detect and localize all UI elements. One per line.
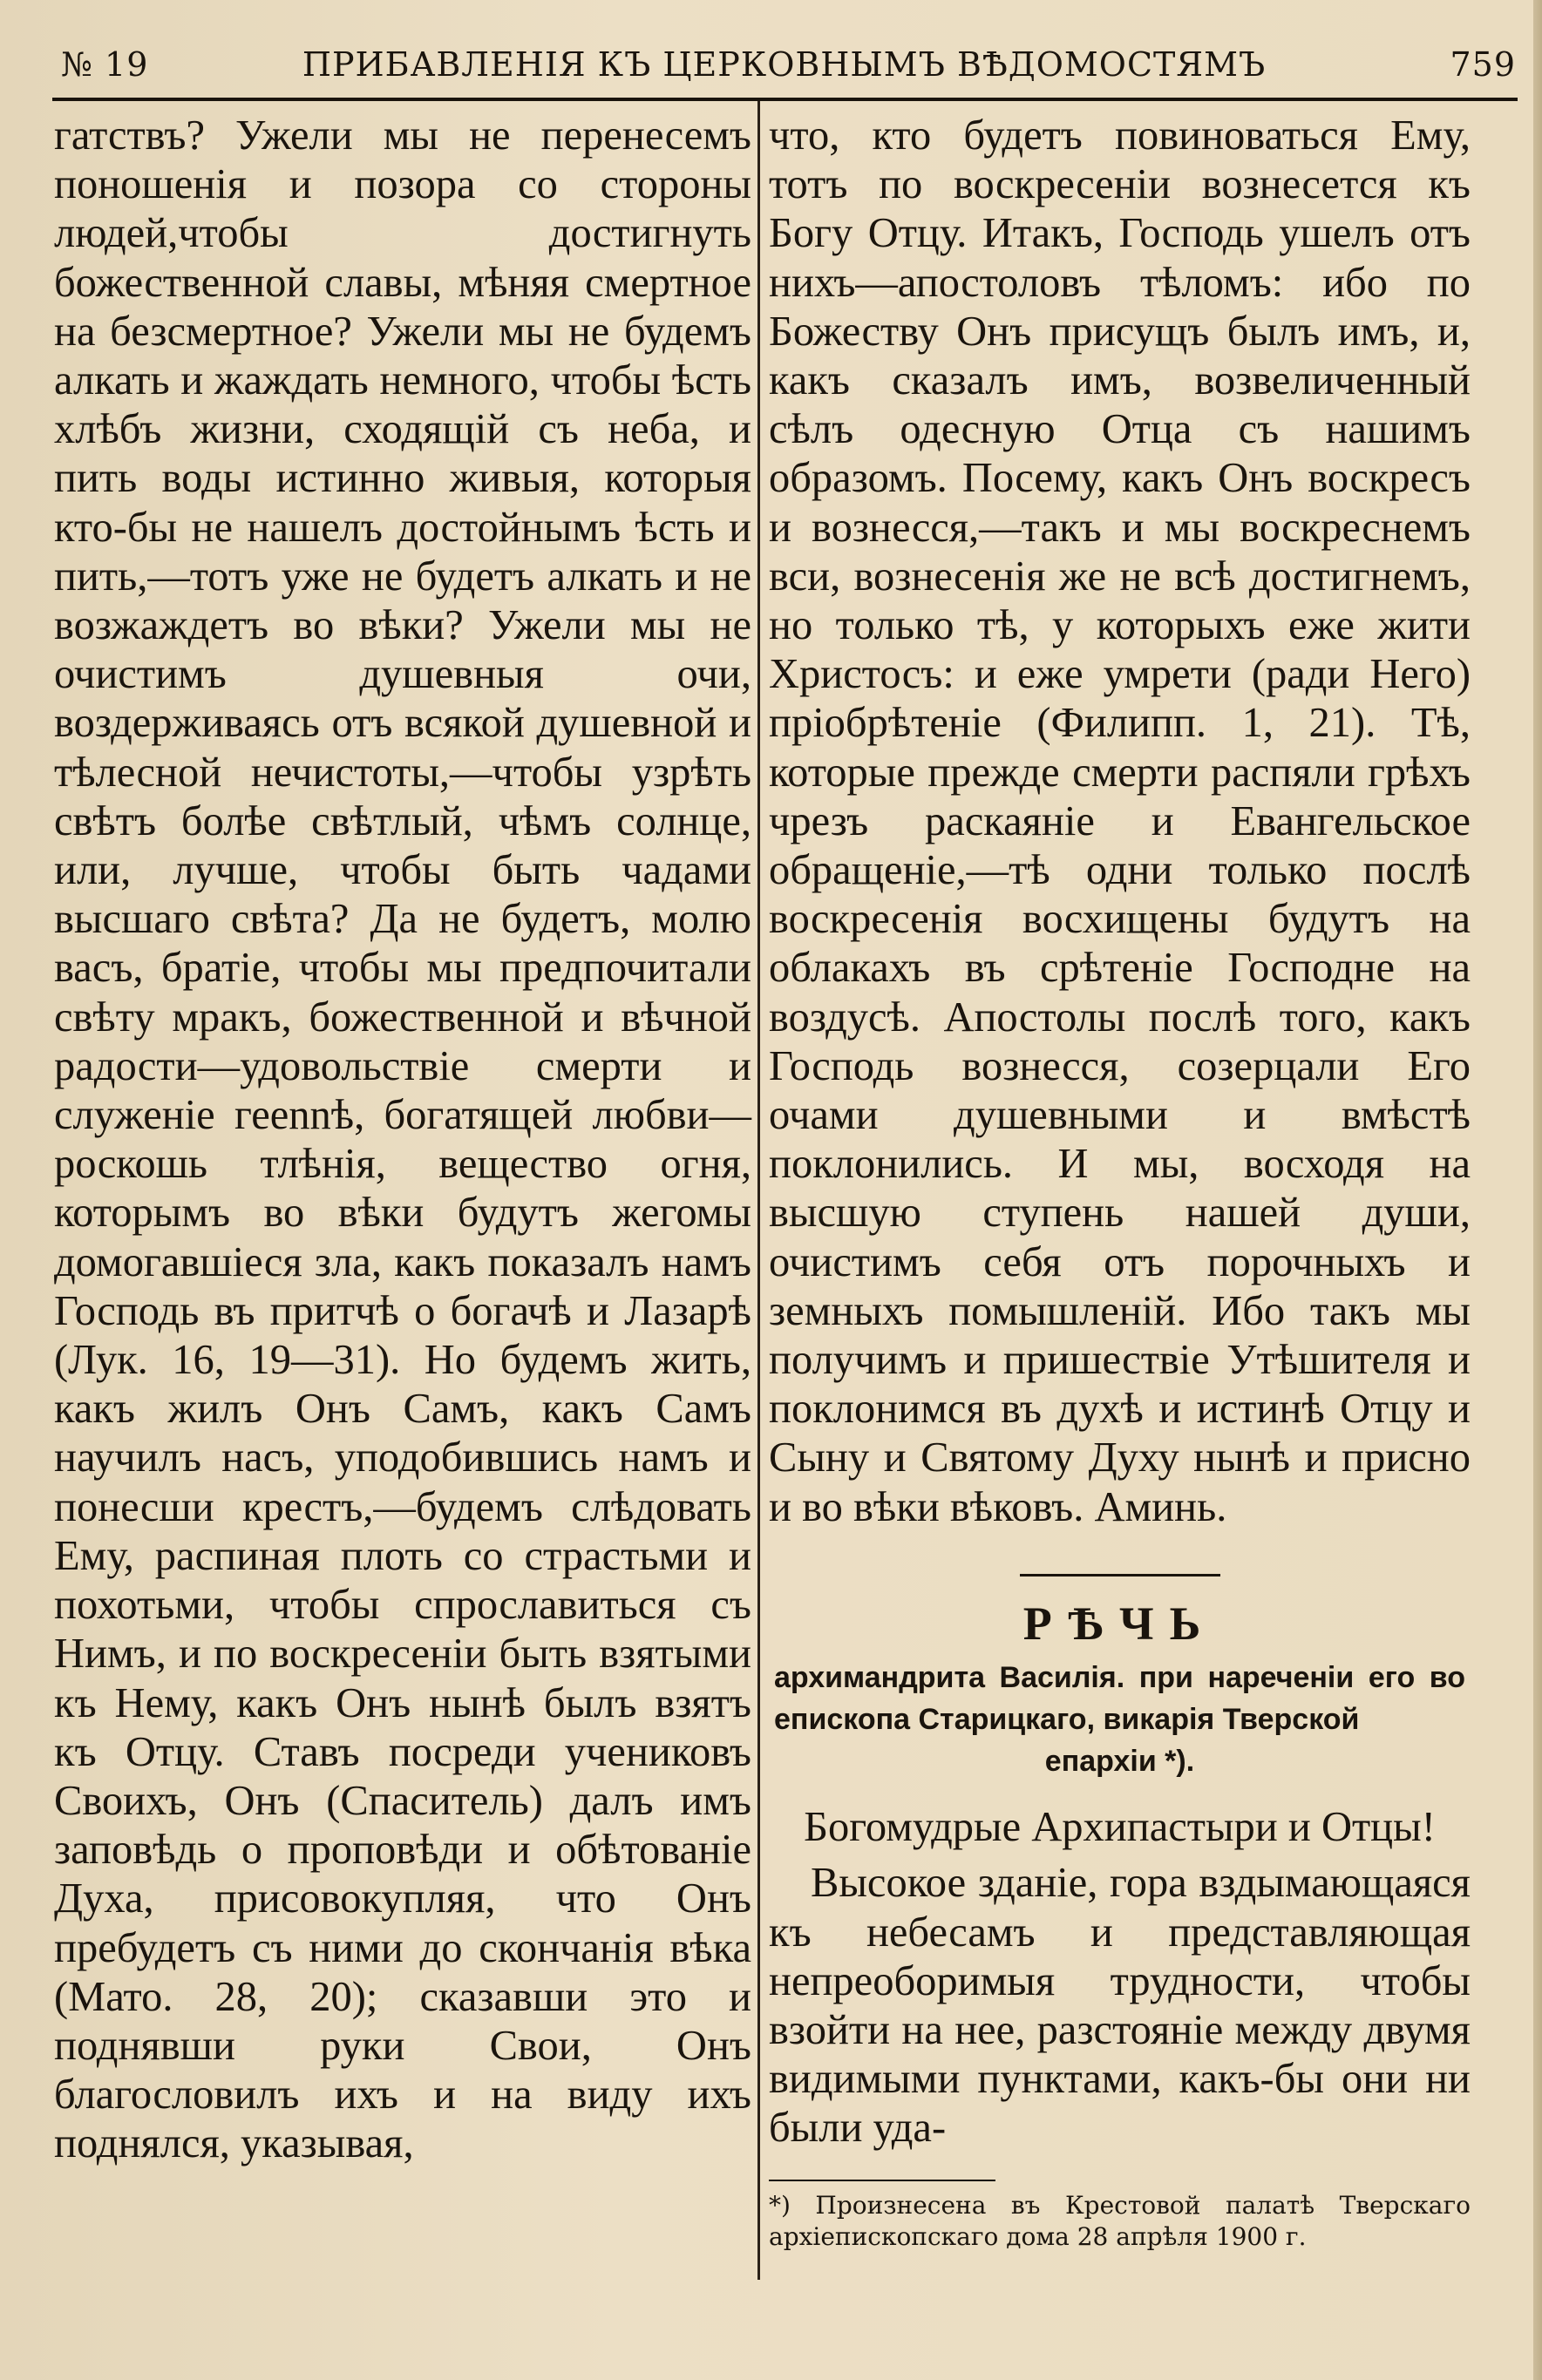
speech-subtitle-main: архимандрита Василія. при нареченіи его во епископа Старицкаго, викарія Тверской [774, 1661, 1465, 1737]
right-column [769, 112, 1471, 2253]
right-column-text: что, кто будетъ повиноваться Ему, тотъ по воскресеніи вознесется къ Богу Отцу. Итакъ, Господь ушелъ отъ нихъ—апостоловъ тѣломъ: ибо по Божеству Онъ присущъ былъ имъ, и, какъ сказалъ имъ, возвеличенный сѣлъ одесную Отца съ нашимъ образомъ. Посему, какъ Онъ воскресъ и вознесся,—такъ и мы воскреснемъ вси, вознесенія же не всѣ достигнемъ, но только тѣ, у которыхъ еже жити Христосъ: и еже умрети (ради Него) пріобрѣтеніе (Филипп. 1, 21). Тѣ, которые прежде смерти распяли грѣхъ чрезъ раскаяніе и Евангельское обращеніе,—тѣ одни только послѣ воскресенія восхищены будутъ на облакахъ въ срѣтеніе Господне на воздусѣ. Апостолы послѣ того, какъ Господь вознесся, созерцали Его очами душевными и вмѣстѣ поклонились. И мы, восходя на высшую ступень нашей души, очистимъ себя отъ порочныхъ и земныхъ помышленій. Ибо такъ мы получимъ и пришествіе Утѣшителя и поклонимся въ духѣ и истинѣ Отцу и Сыну и Святому Духу нынѣ и присно и во вѣки вѣковъ. Аминь. [769, 112, 1471, 1530]
footnote-rule [769, 2180, 995, 2181]
column-divider [757, 101, 760, 2280]
section-divider [1020, 1574, 1220, 1576]
left-column-text: гатствъ? Ужели мы не перенесемъ поношенія и позора со стороны людей,чтобы достигнуть божественной славы, мѣняя смертное на безсмертное? Ужели мы не будемъ алкать и жаждать немного, чтобы ѣсть хлѣбъ жизни, сходящій съ неба, и пить воды истинно живыя, которыя кто-бы не нашелъ достойнымъ ѣсть и пить,—тотъ уже не будетъ алкать и не возжаждетъ во вѣки? Ужели мы не очистимъ душевныя очи, воздерживаясь отъ всякой душевной и тѣлесной нечистоты,—чтобы узрѣть свѣтъ болѣе свѣтлый, чѣмъ солнце, или, лучше, чтобы быть чадами высшаго свѣта? Да не будетъ, молю васъ, братіе, чтобы мы предпочитали свѣту мракъ, божественной и вѣчной радости—удовольствіе смерти и служеніе геennѣ, богатящей любви—роскошь тлѣнія, вещество огня, которымъ во вѣки будутъ жегомы домогавшіеся зла, какъ показалъ намъ Господь въ притчѣ о богачѣ и Лазарѣ (Лук. 16, 19—31). Но будемъ жить, какъ жилъ Онъ Самъ, какъ Самъ научилъ насъ, уподобившись намъ и понесши крестъ,—будемъ слѣдовать Ему, распиная плоть со страстьми и похотьми, чтобы спрославиться съ Нимъ, и по воскресеніи быть взятыми къ Нему, какъ Онъ нынѣ былъ взятъ къ Отцу. Ставъ посреди учениковъ Своихъ, Онъ (Спаситель) далъ имъ заповѣдь о проповѣди и обѣтованіе Духа, присовокупляя, что Онъ пребудетъ съ ними до скончанія вѣка (Мато. 28, 20); сказавши это и поднявши руки Свои, Онъ благословилъ ихъ и на виду ихъ поднялся, указывая, [54, 112, 751, 2167]
footnote: *) Произнесена въ Крестовой палатѣ Тверскаго архіепископскаго дома 28 апрѣля 1900 г. [769, 2190, 1471, 2251]
speech-subtitle-last: епархіи *). [1044, 1745, 1195, 1779]
speech-title: РѢЧЬ [1022, 1597, 1217, 1650]
journal-title: ПРИБАВЛЕНІЯ КЪ ЦЕРКОВНЫМЪ ВѢДОМОСТЯМЪ [302, 45, 1267, 84]
left-column [54, 112, 751, 2169]
page-header [52, 45, 1516, 98]
speech-subtitle [774, 1657, 1465, 1782]
page-number: 759 [1450, 45, 1516, 84]
header-rule [52, 98, 1518, 101]
speech-address: Богомудрые Архипастыри и Отцы! [804, 1804, 1436, 1851]
issue-number: № 19 [61, 45, 149, 84]
page-edge-shadow [1533, 0, 1542, 2380]
speech-text: Высокое зданіе, гора вздымающаяся къ небесамъ и представляющая непреоборимыя трудности, чтобы взойти на нее, разстояніе между двумя видимыми пунктами, какъ-бы они ни были уда- [769, 1860, 1471, 2152]
